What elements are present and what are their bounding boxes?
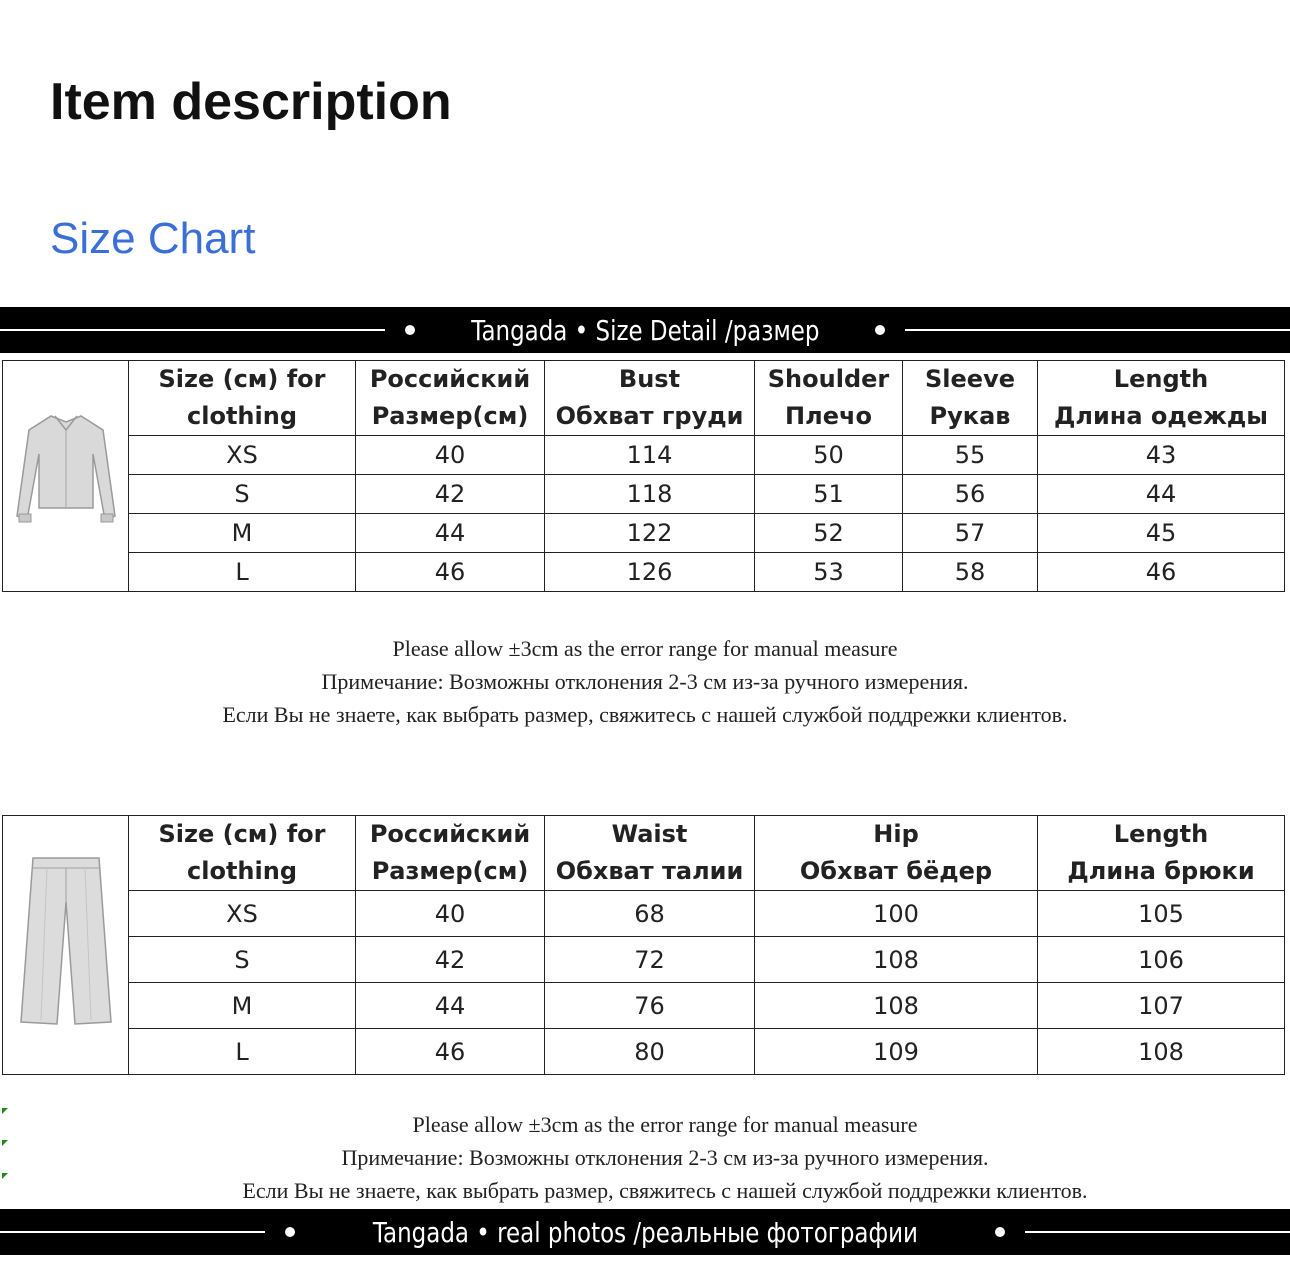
table-row: M 44 76 108 107 — [3, 983, 1285, 1029]
table-row: M 44 122 52 57 45 — [3, 514, 1285, 553]
header-cell-ru-size: Российский Размер(см) — [356, 816, 545, 891]
size-chart-link[interactable]: Size Chart — [50, 214, 256, 263]
bullet-dot-icon — [995, 1227, 1005, 1237]
green-tick-icon — [2, 1108, 8, 1114]
header-cell-sleeve: Sleeve Рукав — [903, 361, 1038, 436]
table-row: XS 40 68 100 105 — [3, 891, 1285, 937]
bullet-dot-icon — [405, 325, 415, 335]
real-photos-banner-text: Tangada • real photos /реальные фотографии — [369, 1216, 921, 1249]
green-tick-icon — [2, 1140, 8, 1146]
header-cell-shoulder: Shoulder Плечо — [755, 361, 903, 436]
page-title: Item description — [50, 73, 452, 131]
header-cell-ru-size: Российский Размер(см) — [356, 361, 545, 436]
measurement-notes-top: Please allow ±3cm as the error range for manual measure Примечание: Возможны отклонения 2-3 см из-за ручного измерения. Если Вы не знаете, как выбрать размер, свяжитесь с нашей службой поддрежки клиентов. — [222, 636, 1068, 727]
pants-icon — [11, 852, 121, 1032]
header-cell-size: Size (см) for clothing — [129, 816, 356, 891]
table-row: L 46 126 53 58 46 — [3, 553, 1285, 592]
bullet-dot-icon — [285, 1227, 295, 1237]
header-cell-waist: Waist Обхват талии — [545, 816, 755, 891]
size-detail-banner-text: Tangada • Size Detail /размер — [468, 314, 823, 347]
pants-photo — [3, 816, 129, 1075]
header-cell-length: Length Длина одежды — [1038, 361, 1285, 436]
green-tick-icon — [2, 1173, 8, 1179]
top-size-table — [2, 360, 1285, 592]
table-row: L 46 80 109 108 — [3, 1029, 1285, 1075]
bullet-dot-icon — [875, 325, 885, 335]
shirt-photo — [3, 361, 129, 592]
header-cell-bust: Bust Обхват груди — [545, 361, 755, 436]
real-photos-banner — [0, 1209, 1290, 1255]
header-cell-size: Size (см) for clothing — [129, 361, 356, 436]
table-row: S 42 118 51 56 44 — [3, 475, 1285, 514]
table-row: XS 40 114 50 55 43 — [3, 436, 1285, 475]
table-row: S 42 72 108 106 — [3, 937, 1285, 983]
shirt-icon — [11, 408, 121, 538]
bottom-size-table — [2, 815, 1285, 1075]
size-detail-banner — [0, 307, 1290, 353]
measurement-notes-bottom: Please allow ±3cm as the error range for manual measure Примечание: Возможны отклонения 2-3 см из-за ручного измерения. Если Вы не знаете, как выбрать размер, свяжитесь с нашей службой поддрежки клиентов. — [242, 1112, 1088, 1203]
header-cell-length: Length Длина брюки — [1038, 816, 1285, 891]
header-cell-hip: Hip Обхват бёдер — [755, 816, 1038, 891]
